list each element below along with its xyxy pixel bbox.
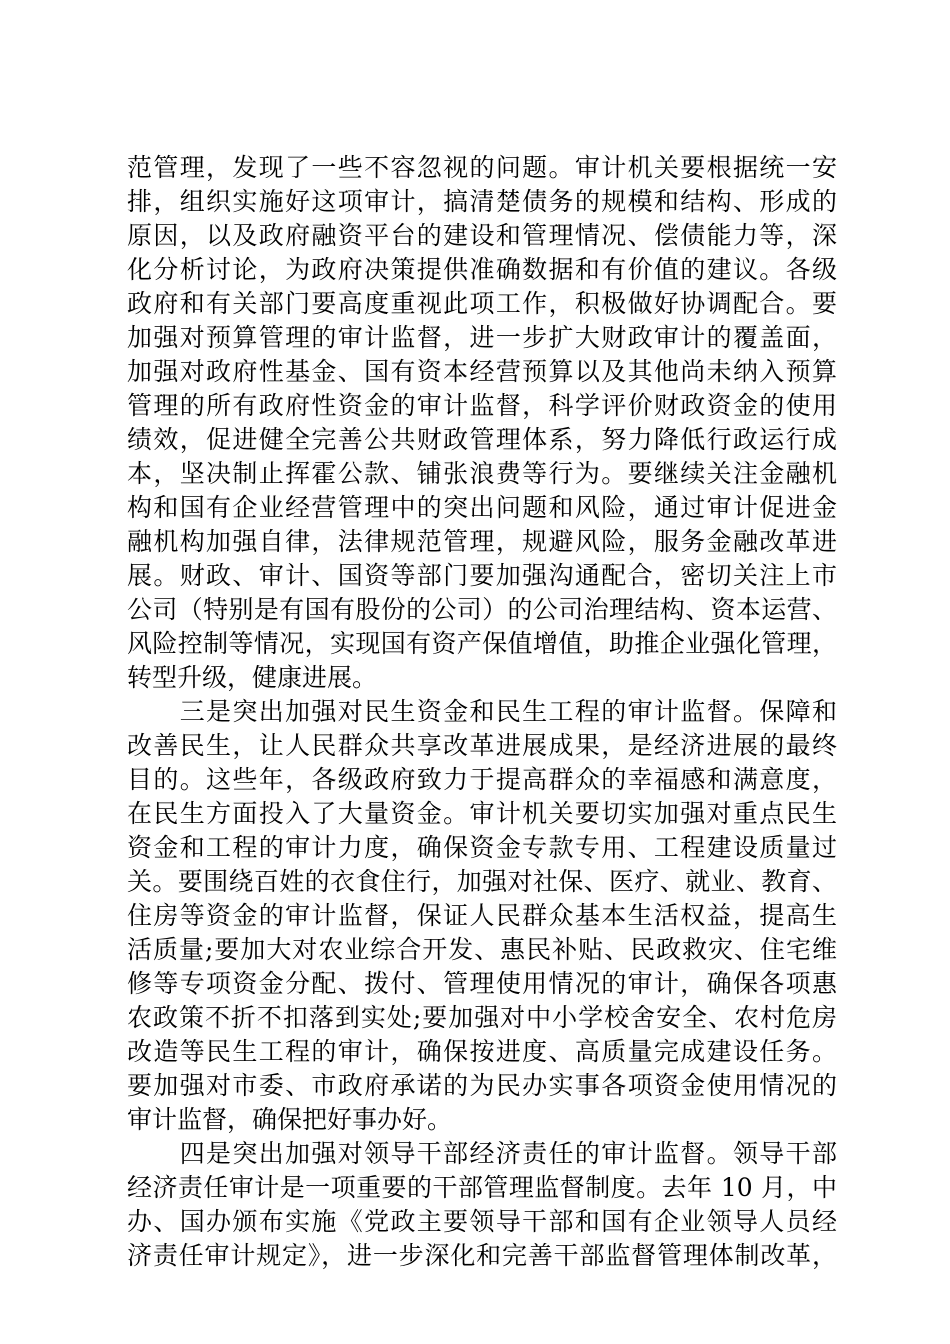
text-line: 管理的所有政府性资金的审计监督，科学评价财政资金的使用 bbox=[127, 391, 837, 420]
text-line: 政府和有关部门要高度重视此项工作，积极做好协调配合。要 bbox=[127, 289, 837, 318]
text-line: 三是突出加强对民生资金和民生工程的审计监督。保障和 bbox=[127, 697, 837, 726]
text-line: 加强对政府性基金、国有资本经营预算以及其他尚未纳入预算 bbox=[127, 357, 837, 386]
text-line: 关。要围绕百姓的衣食住行，加强对社保、医疗、就业、教育、 bbox=[127, 867, 837, 896]
text-line: 农政策不折不扣落到实处;要加强对中小学校舍安全、农村危房 bbox=[127, 1003, 837, 1032]
text-line: 化分析讨论，为政府决策提供准确数据和有价值的建议。各级 bbox=[127, 255, 837, 284]
text-line: 绩效，促进健全完善公共财政管理体系，努力降低行政运行成 bbox=[127, 425, 837, 454]
text-line: 要加强对市委、市政府承诺的为民办实事各项资金使用情况的 bbox=[127, 1071, 837, 1100]
paragraph-2 bbox=[127, 695, 837, 1137]
text-line: 改造等民生工程的审计，确保按进度、高质量完成建设任务。 bbox=[127, 1037, 837, 1066]
text-line: 资金和工程的审计力度，确保资金专款专用、工程建设质量过 bbox=[127, 833, 837, 862]
text-line: 排，组织实施好这项审计，搞清楚债务的规模和结构、形成的 bbox=[127, 187, 837, 216]
text-line: 四是突出加强对领导干部经济责任的审计监督。领导干部 bbox=[127, 1139, 837, 1168]
paragraph-3 bbox=[127, 1137, 837, 1273]
text-line: 本，坚决制止挥霍公款、铺张浪费等行为。要继续关注金融机 bbox=[127, 459, 837, 488]
text-line: 活质量;要加大对农业综合开发、惠民补贴、民政救灾、住宅维 bbox=[127, 935, 837, 964]
text-line: 展。财政、审计、国资等部门要加强沟通配合，密切关注上市 bbox=[127, 561, 837, 590]
text-line: 转型升级，健康进展。 bbox=[127, 663, 378, 692]
text-line: 办、国办颁布实施《党政主要领导干部和国有企业领导人员经 bbox=[127, 1207, 837, 1236]
text-line: 在民生方面投入了大量资金。审计机关要切实加强对重点民生 bbox=[127, 799, 837, 828]
document-body bbox=[127, 151, 837, 1273]
text-line: 加强对预算管理的审计监督，进一步扩大财政审计的覆盖面， bbox=[127, 323, 837, 352]
text-line: 范管理，发现了一些不容忽视的问题。审计机关要根据统一安 bbox=[127, 153, 837, 182]
text-line: 目的。这些年，各级政府致力于提高群众的幸福感和满意度， bbox=[127, 765, 837, 794]
text-line: 风险控制等情况，实现国有资产保值增值，助推企业强化管理， bbox=[127, 629, 837, 658]
text-line: 修等专项资金分配、拨付、管理使用情况的审计，确保各项惠 bbox=[127, 969, 837, 998]
text-line: 构和国有企业经营管理中的突出问题和风险，通过审计促进金 bbox=[127, 493, 837, 522]
text-line: 融机构加强自律，法律规范管理，规避风险，服务金融改革进 bbox=[127, 527, 837, 556]
paragraph-1 bbox=[127, 151, 837, 695]
text-line: 济责任审计规定》，进一步深化和完善干部监督管理体制改革， bbox=[127, 1241, 837, 1270]
text-line: 公司（特别是有国有股份的公司）的公司治理结构、资本运营、 bbox=[127, 595, 837, 624]
text-line: 经济责任审计是一项重要的干部管理监督制度。去年 10 月，中 bbox=[127, 1173, 837, 1202]
text-line: 住房等资金的审计监督，保证人民群众基本生活权益，提高生 bbox=[127, 901, 837, 930]
text-line: 审计监督，确保把好事办好。 bbox=[127, 1105, 453, 1134]
text-line: 原因，以及政府融资平台的建设和管理情况、偿债能力等，深 bbox=[127, 221, 837, 250]
text-line: 改善民生，让人民群众共享改革进展成果，是经济进展的最终 bbox=[127, 731, 837, 760]
